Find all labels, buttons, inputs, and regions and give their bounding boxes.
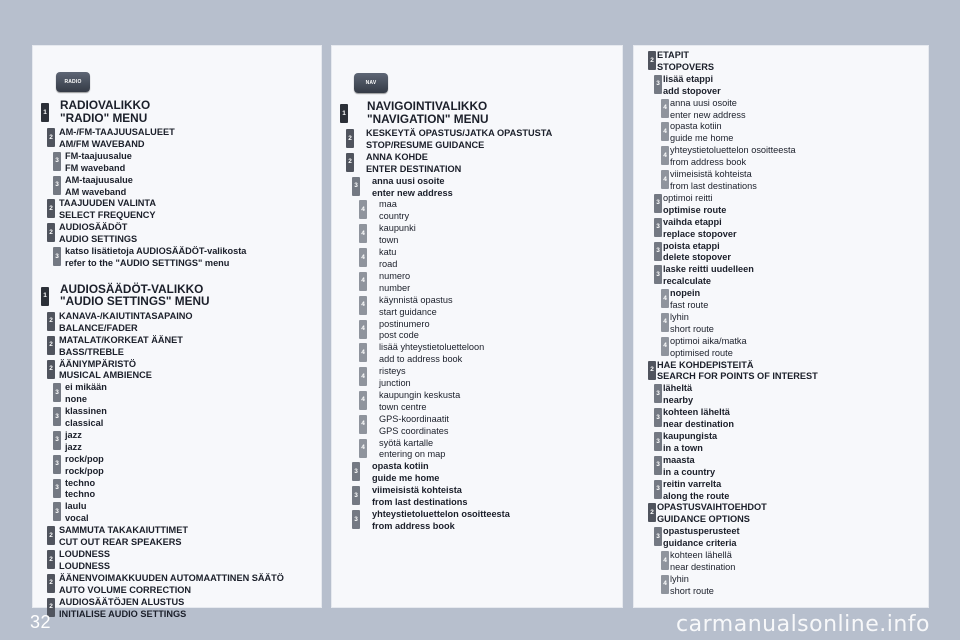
label-finnish: ÄÄNIYMPÄRISTÖ [59, 358, 137, 369]
level-badge: 4 [661, 551, 669, 570]
label-english: in a country [663, 466, 716, 477]
label-english: junction [379, 378, 411, 389]
label-finnish: katu [379, 247, 397, 258]
label-english: short route [670, 323, 714, 334]
level-badge: 4 [359, 391, 367, 410]
menu-tree [33, 99, 321, 620]
level-badge: 2 [47, 128, 55, 147]
label-finnish: viimeisistä kohteista [372, 485, 462, 496]
menu-item-start-guidance [332, 295, 622, 319]
label-english: post code [379, 330, 419, 341]
label-finnish: yhteystietoluettelon osoitteesta [372, 509, 510, 519]
level-badge: 4 [359, 200, 367, 219]
menu-title-navigointivalikko [332, 100, 622, 125]
label-finnish: MATALAT/KORKEAT ÄÄNET [59, 334, 183, 345]
label-english: add to address book [379, 354, 463, 365]
label-finnish: opasta kotiin [670, 121, 722, 132]
menu-item-in-a-town [634, 431, 928, 455]
level-badge: 4 [359, 415, 367, 434]
label-finnish: lisää yhteystietoluetteloon [379, 342, 485, 353]
label-english: none [65, 394, 87, 405]
menu-item-near-destination [634, 550, 928, 574]
menu-title-radiovalikko [33, 99, 321, 124]
menu-item-guidance-options [634, 502, 928, 526]
label-english: refer to the "AUDIO SETTINGS" menu [65, 257, 230, 268]
label-english: vocal [65, 513, 89, 524]
label-english: replace stopover [663, 228, 737, 239]
label-finnish: NAVIGOINTIVALIKKO [367, 99, 488, 113]
label-english: country [379, 211, 410, 222]
level-badge: 2 [47, 199, 55, 218]
level-badge: 4 [661, 122, 669, 141]
level-badge: 4 [359, 439, 367, 458]
level-badge: 3 [53, 502, 61, 521]
label-english: jazz [65, 441, 82, 452]
menu-item-guide-me-home [332, 461, 622, 485]
menu-item-bass-treble [33, 335, 321, 359]
menu-item-search-for-points-of-interest [634, 360, 928, 384]
level-badge: 2 [648, 503, 656, 522]
label-english: enter new address [670, 109, 746, 120]
label-finnish: katso lisätietoja AUDIOSÄÄDÖT-valikosta [65, 246, 247, 257]
label-english: short route [670, 585, 714, 596]
level-badge: 3 [53, 431, 61, 450]
menu-item-guidance-criteria [634, 526, 928, 550]
level-badge: 2 [47, 598, 55, 617]
label-finnish: poista etappi [663, 240, 720, 251]
menu-item-balance-fader [33, 311, 321, 335]
menu-item-optimised-route [634, 336, 928, 360]
label-finnish: nopein [670, 288, 701, 299]
label-finnish: klassinen [65, 406, 107, 417]
menu-item-select-frequency [33, 198, 321, 222]
level-badge: 3 [654, 527, 662, 546]
label-finnish: ANNA KOHDE [366, 151, 428, 162]
nav-button-icon: NAV [354, 73, 388, 93]
menu-item-loudness [33, 549, 321, 573]
label-english: delete stopover [663, 252, 731, 263]
column-navigation [331, 45, 623, 608]
page-number: 32 [30, 612, 52, 632]
level-badge: 1 [41, 103, 49, 122]
label-finnish: TAAJUUDEN VALINTA [59, 198, 156, 209]
label-finnish: SAMMUTA TAKAKAIUTTIMET [59, 525, 188, 536]
level-badge: 4 [661, 289, 669, 308]
menu-item-post-code [332, 319, 622, 343]
label-finnish: optimoi reitti [663, 192, 713, 203]
level-badge: 3 [53, 455, 61, 474]
menu-item-add-stopover [634, 74, 928, 98]
label-finnish: numero [379, 270, 411, 281]
level-badge: 3 [53, 383, 61, 402]
column-radio [32, 45, 322, 619]
label-finnish: techno [65, 477, 96, 488]
label-english: town [379, 235, 399, 246]
level-badge: 4 [359, 224, 367, 243]
level-badge: 3 [654, 384, 662, 403]
label-english: AUDIO SETTINGS [59, 234, 138, 245]
label-finnish: rock/pop [65, 453, 104, 464]
menu-item-from-address-book [332, 509, 622, 533]
level-badge: 4 [661, 99, 669, 118]
level-badge: 3 [352, 486, 360, 505]
label-finnish: FM-taajuusalue [65, 150, 132, 161]
level-badge: 3 [654, 218, 662, 237]
menu-item-replace-stopover [634, 217, 928, 241]
level-badge: 2 [346, 129, 354, 148]
menu-item-musical-ambience [33, 359, 321, 383]
menu-item-enter-new-address [634, 98, 928, 122]
menu-item-rock-pop [33, 454, 321, 478]
label-english: "NAVIGATION" MENU [367, 111, 489, 126]
label-finnish: postinumero [379, 318, 430, 329]
level-badge: 3 [53, 407, 61, 426]
label-finnish: opasta kotiin [372, 461, 429, 472]
label-finnish: laulu [65, 501, 87, 512]
level-badge: 2 [47, 223, 55, 242]
label-english: classical [65, 418, 104, 429]
label-finnish: AUDIOSÄÄTÖJEN ALUSTUS [59, 596, 185, 607]
label-finnish: RADIOVALIKKO [60, 98, 151, 112]
label-finnish: maa [379, 199, 397, 210]
label-finnish: LOUDNESS [59, 549, 111, 559]
label-english: LOUDNESS [59, 560, 111, 571]
label-finnish: AM-/FM-TAAJUUSALUEET [59, 127, 175, 137]
level-badge: 3 [654, 75, 662, 94]
menu-item-refer-to-the-audio-settings-menu [33, 246, 321, 270]
watermark: carmanualsonline.info [676, 612, 930, 637]
menu-item-none [33, 382, 321, 406]
label-english: GPS coordinates [379, 425, 449, 436]
level-badge: 3 [654, 432, 662, 451]
level-badge: 2 [47, 574, 55, 593]
label-finnish: ÄÄNENVOIMAKKUUDEN AUTOMAATTINEN SÄÄTÖ [59, 572, 284, 583]
level-badge: 4 [359, 272, 367, 291]
menu-item-vocal [33, 501, 321, 525]
label-english: near destination [670, 561, 736, 572]
level-badge: 3 [53, 247, 61, 266]
label-finnish: ETAPIT [657, 50, 689, 60]
label-english: AUTO VOLUME CORRECTION [59, 584, 192, 595]
label-finnish: anna uusi osoite [670, 97, 737, 108]
level-badge: 3 [654, 194, 662, 213]
menu-item-along-the-route [634, 479, 928, 503]
level-badge: 2 [47, 526, 55, 545]
label-english: SELECT FREQUENCY [59, 210, 156, 221]
label-finnish: reitin varrelta [663, 478, 722, 489]
label-english: BALANCE/FADER [59, 322, 138, 333]
level-badge: 1 [41, 287, 49, 306]
label-english: town centre [379, 401, 427, 412]
menu-tree [332, 100, 622, 533]
label-finnish: kaupungista [663, 431, 718, 441]
menu-item-classical [33, 406, 321, 430]
label-english: INITIALISE AUDIO SETTINGS [59, 608, 187, 619]
level-badge: 4 [661, 170, 669, 189]
column-navigation-continued [633, 45, 929, 608]
label-english: ENTER DESTINATION [366, 163, 462, 174]
level-badge: 3 [352, 510, 360, 529]
label-english: STOPOVERS [657, 61, 715, 72]
label-finnish: lyhin [670, 573, 689, 584]
level-badge: 3 [53, 479, 61, 498]
menu-item-auto-volume-correction [33, 573, 321, 597]
label-finnish: yhteystietoluettelon osoitteesta [670, 145, 796, 156]
menu-item-guide-me-home [634, 121, 928, 145]
level-badge: 4 [661, 575, 669, 594]
menu-item-fm-waveband [33, 151, 321, 175]
level-badge: 3 [654, 480, 662, 499]
menu-item-entering-on-map [332, 438, 622, 462]
menu-item-add-to-address-book [332, 342, 622, 366]
label-english: start guidance [379, 306, 437, 317]
menu-item-from-last-destinations [634, 169, 928, 193]
label-finnish: kohteen lähellä [670, 550, 732, 561]
menu-item-town [332, 223, 622, 247]
label-finnish: kohteen läheltä [663, 407, 730, 418]
level-badge: 2 [47, 360, 55, 379]
menu-item-techno [33, 478, 321, 502]
label-english: SEARCH FOR POINTS OF INTEREST [657, 371, 818, 382]
menu-item-delete-stopover [634, 241, 928, 265]
menu-item-am-waveband [33, 175, 321, 199]
label-english: recalculate [663, 276, 712, 287]
level-badge: 3 [53, 152, 61, 171]
label-english: MUSICAL AMBIENCE [59, 370, 152, 381]
level-badge: 2 [648, 361, 656, 380]
label-english: guide me home [372, 473, 440, 484]
label-finnish: lisää etappi [663, 73, 714, 84]
label-finnish: maasta [663, 454, 695, 465]
label-english: optimise route [663, 204, 727, 215]
level-badge: 4 [359, 343, 367, 362]
menu-tree [634, 50, 928, 598]
level-badge: 4 [661, 313, 669, 332]
level-badge: 2 [346, 153, 354, 172]
label-english: from address book [372, 520, 455, 531]
label-english: enter new address [372, 187, 453, 198]
menu-item-jazz [33, 430, 321, 454]
level-badge: 4 [359, 248, 367, 267]
label-finnish: lyhin [670, 311, 689, 322]
level-badge: 3 [352, 462, 360, 481]
label-finnish: KESKEYTÄ OPASTUS/JATKA OPASTUSTA [366, 128, 553, 138]
menu-item-optimise-route [634, 193, 928, 217]
level-badge: 3 [352, 177, 360, 196]
menu-item-from-last-destinations [332, 485, 622, 509]
menu-item-road [332, 247, 622, 271]
label-english: number [379, 282, 411, 293]
label-english: CUT OUT REAR SPEAKERS [59, 537, 182, 548]
label-english: near destination [663, 419, 734, 430]
menu-item-stop-resume-guidance [332, 128, 622, 152]
menu-item-from-address-book [634, 145, 928, 169]
label-english: AM waveband [65, 186, 127, 197]
label-finnish: kaupunki [379, 223, 416, 234]
label-finnish: optimoi aika/matka [670, 335, 747, 346]
label-finnish: KANAVA-/KAIUTINTASAPAINO [59, 310, 193, 321]
label-english: from last destinations [372, 497, 468, 508]
level-badge: 4 [359, 320, 367, 339]
level-badge: 2 [47, 550, 55, 569]
label-finnish: AM-taajuusalue [65, 174, 133, 185]
menu-item-cut-out-rear-speakers [33, 525, 321, 549]
menu-item-country [332, 199, 622, 223]
label-finnish: opastusperusteet [663, 526, 740, 537]
label-finnish: vaihda etappi [663, 216, 722, 227]
menu-item-in-a-country [634, 455, 928, 479]
label-english: "AUDIO SETTINGS" MENU [60, 294, 210, 309]
label-english: in a town [663, 442, 703, 453]
level-badge: 2 [47, 312, 55, 331]
menu-item-am-fm-waveband [33, 127, 321, 151]
menu-item-short-route [634, 312, 928, 336]
level-badge: 3 [654, 456, 662, 475]
label-english: from address book [670, 157, 747, 168]
label-finnish: risteys [379, 366, 406, 377]
menu-item-enter-destination [332, 152, 622, 176]
menu-item-gps-coordinates [332, 414, 622, 438]
menu-item-audio-settings [33, 222, 321, 246]
menu-item-town-centre [332, 390, 622, 414]
label-english: entering on map [379, 449, 446, 460]
label-english: along the route [663, 490, 730, 501]
menu-item-short-route [634, 574, 928, 598]
menu-item-recalculate [634, 264, 928, 288]
label-english: nearby [663, 395, 694, 406]
label-english: AM/FM WAVEBAND [59, 138, 145, 149]
label-english: from last destinations [670, 180, 757, 191]
label-finnish: käynnistä opastus [379, 294, 453, 305]
label-finnish: OPASTUSVAIHTOEHDOT [657, 502, 767, 513]
menu-item-junction [332, 366, 622, 390]
label-finnish: kaupungin keskusta [379, 389, 461, 400]
level-badge: 4 [661, 337, 669, 356]
level-badge: 3 [654, 408, 662, 427]
level-badge: 3 [654, 265, 662, 284]
menu-item-nearby [634, 383, 928, 407]
label-english: GUIDANCE OPTIONS [657, 514, 750, 525]
level-badge: 2 [47, 336, 55, 355]
label-finnish: viimeisistä kohteista [670, 169, 752, 180]
label-finnish: ei mikään [65, 382, 107, 393]
label-finnish: GPS-koordinaatit [379, 413, 449, 424]
level-badge: 3 [654, 242, 662, 261]
label-finnish: jazz [65, 429, 82, 440]
menu-item-number [332, 271, 622, 295]
menu-title-audiosaadot-valikko [33, 283, 321, 308]
menu-item-near-destination [634, 407, 928, 431]
label-english: optimised route [670, 347, 733, 358]
label-english: rock/pop [65, 465, 104, 476]
label-english: STOP/RESUME GUIDANCE [366, 139, 485, 150]
menu-item-enter-new-address [332, 176, 622, 200]
menu-item-stopovers [634, 50, 928, 74]
label-finnish: AUDIOSÄÄDÖT-VALIKKO [60, 281, 204, 296]
label-finnish: syötä kartalle [379, 437, 434, 448]
label-finnish: anna uusi osoite [372, 175, 445, 186]
label-english: "RADIO" MENU [60, 110, 148, 125]
level-badge: 2 [648, 51, 656, 70]
label-english: road [379, 258, 398, 269]
label-english: techno [65, 489, 96, 500]
label-english: guide me home [670, 133, 734, 144]
label-english: FM waveband [65, 162, 126, 173]
label-finnish: AUDIOSÄÄDÖT [59, 222, 128, 233]
level-badge: 4 [359, 296, 367, 315]
label-english: fast route [670, 300, 709, 311]
label-finnish: läheltä [663, 383, 693, 394]
menu-item-initialise-audio-settings [33, 597, 321, 621]
level-badge: 3 [53, 176, 61, 195]
label-english: add stopover [663, 85, 721, 96]
level-badge: 4 [359, 367, 367, 386]
label-english: BASS/TREBLE [59, 346, 124, 357]
radio-button-icon: RADIO [56, 72, 90, 92]
level-badge: 4 [661, 146, 669, 165]
level-badge: 1 [340, 104, 348, 123]
label-english: guidance criteria [663, 538, 737, 549]
menu-item-fast-route [634, 288, 928, 312]
label-finnish: laske reitti uudelleen [663, 264, 754, 275]
label-finnish: HAE KOHDEPISTEITÄ [657, 359, 754, 370]
